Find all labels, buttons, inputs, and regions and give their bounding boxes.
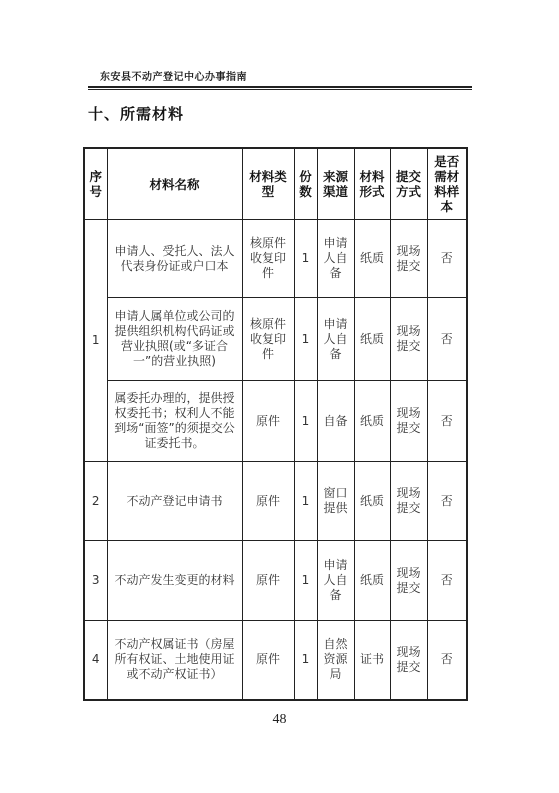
- header-cell: 材料名称: [107, 148, 242, 220]
- sample-needed: 否: [427, 298, 467, 381]
- header-rule-thin: [88, 89, 472, 90]
- table-row: [84, 541, 467, 621]
- table-row: [84, 462, 467, 541]
- row-index: 4: [84, 621, 107, 700]
- submit-method: 现场提交: [390, 298, 427, 381]
- table-header-row: [84, 148, 467, 220]
- material-type: 核原件收复印件: [242, 220, 294, 298]
- page-number: 48: [272, 712, 287, 727]
- row-index: 1: [84, 220, 107, 462]
- source-channel: 申请人自备: [317, 541, 354, 621]
- material-form: 纸质: [354, 298, 390, 381]
- sample-needed: 否: [427, 462, 467, 541]
- material-form: 纸质: [354, 381, 390, 462]
- source-channel: 申请人自备: [317, 298, 354, 381]
- copies: 1: [294, 462, 317, 541]
- header-cell: 份数: [294, 148, 317, 220]
- material-type: 原件: [242, 541, 294, 621]
- materials-table: [83, 147, 468, 701]
- material-form: 纸质: [354, 541, 390, 621]
- source-channel: 自然资源局: [317, 621, 354, 700]
- header-cell: 提交方式: [390, 148, 427, 220]
- submit-method: 现场提交: [390, 381, 427, 462]
- table-row: [84, 621, 467, 700]
- material-form: 纸质: [354, 462, 390, 541]
- sample-needed: 否: [427, 220, 467, 298]
- material-name: 不动产发生变更的材料: [107, 541, 242, 621]
- material-type: 核原件收复印件: [242, 298, 294, 381]
- table-row: [84, 220, 467, 298]
- material-form: 纸质: [354, 220, 390, 298]
- submit-method: 现场提交: [390, 220, 427, 298]
- header-rule: [88, 86, 472, 88]
- sample-needed: 否: [427, 381, 467, 462]
- row-index: 2: [84, 462, 107, 541]
- header-cell: 序号: [84, 148, 107, 220]
- sample-needed: 否: [427, 621, 467, 700]
- material-type: 原件: [242, 462, 294, 541]
- header-cell: 来源渠道: [317, 148, 354, 220]
- submit-method: 现场提交: [390, 621, 427, 700]
- table-row: [84, 298, 467, 381]
- running-header: 东安县不动产登记中心办事指南: [100, 72, 247, 83]
- copies: 1: [294, 381, 317, 462]
- source-channel: 申请人自备: [317, 220, 354, 298]
- sample-needed: 否: [427, 541, 467, 621]
- header-cell: 材料类型: [242, 148, 294, 220]
- material-name: 申请人属单位或公司的提供组织机构代码证或营业执照(或“多证合一”的营业执照): [107, 298, 242, 381]
- copies: 1: [294, 220, 317, 298]
- material-name: 不动产权属证书（房屋所有权证、土地使用证或不动产权证书）: [107, 621, 242, 700]
- copies: 1: [294, 621, 317, 700]
- material-name: 申请人、受托人、法人代表身份证或户口本: [107, 220, 242, 298]
- section-title: 十、所需材料: [88, 105, 185, 123]
- source-channel: 自备: [317, 381, 354, 462]
- copies: 1: [294, 298, 317, 381]
- header-cell: 是否需材料样本: [427, 148, 467, 220]
- header-cell: 材料形式: [354, 148, 390, 220]
- material-type: 原件: [242, 381, 294, 462]
- material-form: 证书: [354, 621, 390, 700]
- source-channel: 窗口提供: [317, 462, 354, 541]
- copies: 1: [294, 541, 317, 621]
- material-name: 不动产登记申请书: [107, 462, 242, 541]
- table-row: [84, 381, 467, 462]
- row-index: 3: [84, 541, 107, 621]
- submit-method: 现场提交: [390, 541, 427, 621]
- material-name: 属委托办理的，提供授权委托书；权利人不能到场“面签”的须提交公证委托书。: [107, 381, 242, 462]
- material-type: 原件: [242, 621, 294, 700]
- submit-method: 现场提交: [390, 462, 427, 541]
